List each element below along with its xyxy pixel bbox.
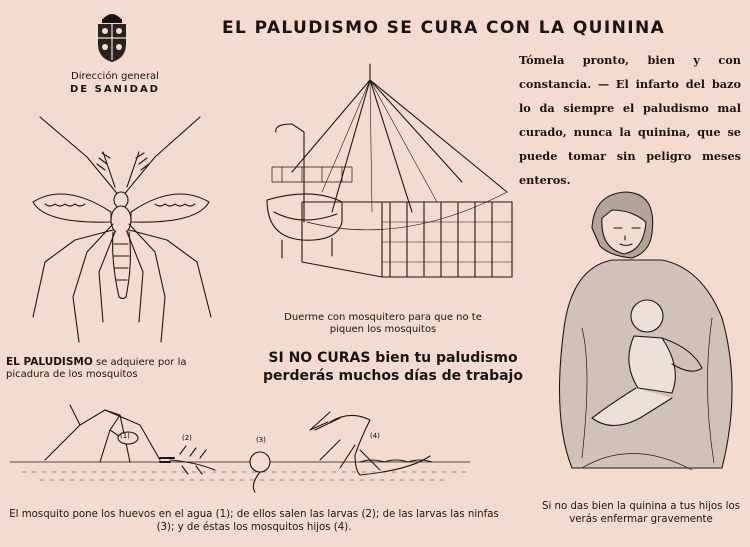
- mosquito-illustration: [15, 112, 220, 344]
- lifecycle-label-1: (1): [120, 432, 130, 440]
- bite-caption-bold: EL PALUDISMO: [6, 356, 93, 368]
- bite-caption-rest: se adquiere por la picadura de los mosquitos: [6, 357, 187, 380]
- coat-of-arms-icon: [92, 6, 132, 64]
- lifecycle-label-3: (3): [256, 436, 266, 444]
- mosquito-lifecycle-illustration: [10, 400, 470, 500]
- bed-with-mosquito-net-illustration: [262, 62, 517, 292]
- poster-title: EL PALUDISMO SE CURA CON LA QUININA: [222, 18, 666, 38]
- lifecycle-label-4: (4): [370, 432, 380, 440]
- bite-caption: [6, 356, 221, 381]
- mosquito-net-caption: Duerme con mosquitero para que no te piquen los mosquitos: [284, 312, 482, 335]
- quinine-advice-text: Tómela pronto, bien y con constancia. — El infarto del bazo lo da siempre el paludismo mal curado, nunca la quinina, que se puede tomar sin peligro meses enteros.: [519, 53, 741, 187]
- issuer-block: [40, 70, 190, 96]
- mother-and-child-illustration: [552, 188, 742, 478]
- issuer-line-2: DE SANIDAD: [70, 84, 160, 95]
- lifecycle-label-2: (2): [182, 434, 192, 442]
- mother-caption: Si no das bien la quinina a tus hijos los verás enfermar gravemente: [541, 501, 740, 525]
- lifecycle-caption: El mosquito pone los huevos en el agua (1); de ellos salen las larvas (2); de las larvas las ninfas (3); y de éstas los mosquitos hijos (4).: [9, 509, 499, 533]
- issuer-line-1: Dirección general: [71, 71, 159, 82]
- slogan-text: SI NO CURAS bien tu paludismo perderás muchos días de trabajo: [263, 350, 523, 384]
